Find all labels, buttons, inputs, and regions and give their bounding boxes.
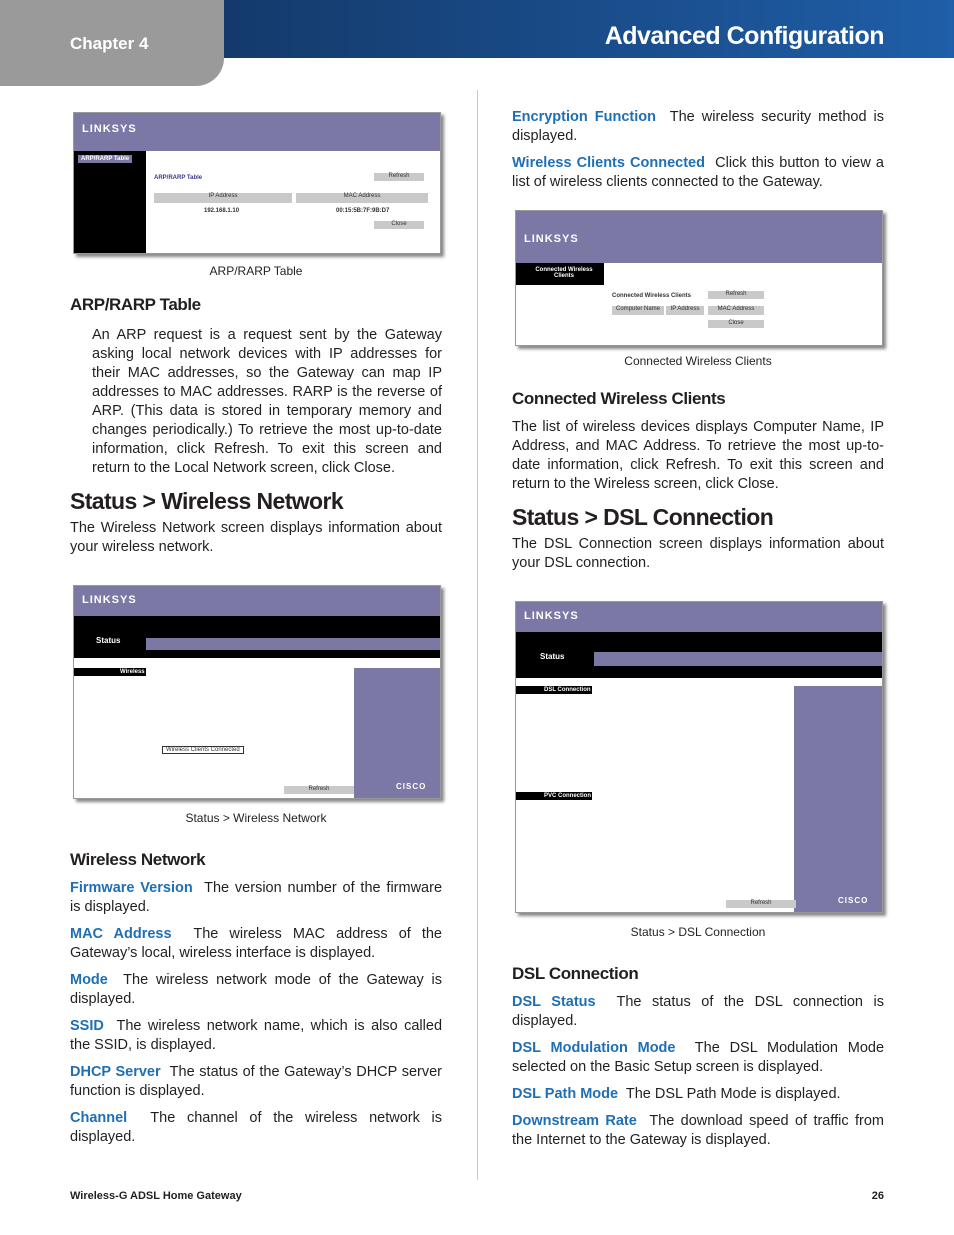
arp-screenshot — [73, 112, 441, 254]
term-mac-address — [70, 925, 442, 963]
page-title: Advanced Configuration — [604, 22, 884, 50]
term-label: Channel — [70, 1110, 128, 1126]
term-desc: The channel of the wireless network is displayed. — [70, 1110, 442, 1145]
nav-tabs — [146, 638, 440, 650]
term-wireless-clients-connected — [512, 154, 884, 192]
status-tab: Status — [96, 636, 121, 645]
term-label: Firmware Version — [70, 880, 193, 896]
left-terms — [70, 809, 442, 1155]
close-button: Close — [374, 221, 424, 229]
term-dsl-path-mode — [512, 1085, 884, 1104]
footer-product: Wireless-G ADSL Home Gateway — [70, 1190, 242, 1202]
term-desc: The status of the DSL connection is displayed. — [512, 994, 884, 1029]
term-dhcp-server — [70, 1063, 442, 1101]
wireless-network-caption: Status > Wireless Network — [185, 811, 327, 825]
wireless-clients-caption: Connected Wireless Clients — [624, 354, 772, 368]
refresh-button: Refresh — [708, 291, 764, 299]
mac-column-header: MAC Address — [296, 193, 428, 203]
term-label: DSL Modulation Mode — [512, 1040, 676, 1056]
linksys-logo: LINKSYS — [524, 610, 579, 622]
term-label: DSL Path Mode — [512, 1086, 619, 1102]
wireless-clients-text: The list of wireless devices displays Computer Name, IP Address, and MAC Address. To retrieve the most up-to-date information, click Refresh. To exit this screen and return to the Wireless screen, click Close. — [512, 419, 884, 492]
term-mode — [70, 971, 442, 1009]
wireless-network-intro: The Wireless Network screen displays information about your wireless network. — [70, 520, 442, 555]
arp-caption: ARP/RARP Table — [209, 264, 303, 278]
shot-side-label: ARP/RARP Table — [78, 155, 132, 163]
help-panel — [794, 686, 882, 912]
refresh-button: Refresh — [284, 786, 354, 794]
term-label: MAC Address — [70, 926, 172, 942]
right-terms — [512, 923, 884, 1158]
column-divider — [477, 90, 478, 1180]
wireless-clients-button: Wireless Clients Connected — [162, 746, 244, 754]
term-label: Mode — [70, 972, 108, 988]
mac-address-header: MAC Address — [708, 306, 764, 315]
linksys-logo: LINKSYS — [82, 594, 137, 606]
status-tab: Status — [540, 652, 565, 661]
section-label: Wireless — [120, 669, 145, 675]
ip-address-header: IP Address — [666, 306, 704, 315]
shot-title: ARP/RARP Table — [154, 175, 203, 181]
chapter-label: Chapter 4 — [70, 34, 149, 53]
ip-value: 192.168.1.10 — [204, 208, 240, 214]
section-label: PVC Connection — [544, 793, 592, 799]
term-dsl-status — [512, 993, 884, 1031]
term-label: Wireless Clients Connected — [512, 155, 705, 171]
help-panel — [354, 668, 440, 798]
wireless-clients-heading: Connected Wireless Clients — [512, 389, 726, 408]
mac-value: 00:15:5B:7F:9B:D7 — [336, 208, 390, 214]
ip-column-header: IP Address — [154, 193, 292, 203]
dsl-connection-screenshot — [515, 601, 883, 913]
term-label: DHCP Server — [70, 1064, 161, 1080]
dsl-connection-subheading: DSL Connection — [512, 964, 639, 983]
term-desc: The DSL Modulation Mode selected on the Basic Setup screen is displayed. — [512, 1040, 885, 1075]
nav-tabs — [594, 652, 882, 666]
arp-heading: ARP/RARP Table — [70, 295, 201, 314]
dsl-connection-caption: Status > DSL Connection — [630, 925, 766, 939]
wireless-clients-screenshot — [515, 210, 883, 346]
right-column — [512, 352, 884, 581]
term-channel — [70, 1109, 442, 1147]
term-desc: The DSL Path Mode is displayed. — [625, 1086, 841, 1102]
close-button: Close — [708, 320, 764, 328]
section-label: DSL Connection — [544, 687, 591, 693]
refresh-button: Refresh — [374, 173, 424, 181]
dsl-connection-heading: Status > DSL Connection — [512, 504, 774, 530]
computer-name-header: Computer Name — [612, 306, 664, 315]
shot-side-label: Connected Wireless Clients — [535, 267, 593, 279]
refresh-button: Refresh — [726, 900, 796, 908]
term-ssid — [70, 1017, 442, 1055]
term-label: Encryption Function — [512, 109, 656, 125]
term-desc: The wireless network name, which is also called the SSID, is displayed. — [70, 1018, 443, 1053]
shot-title: Connected Wireless Clients — [612, 293, 691, 299]
wireless-network-screenshot — [73, 585, 441, 799]
term-label: SSID — [70, 1018, 104, 1034]
term-desc: The wireless security method is displayed. — [512, 109, 885, 144]
right-terms-top — [512, 108, 884, 200]
page-number: 26 — [871, 1190, 884, 1202]
shot-topnav — [74, 616, 440, 658]
linksys-logo: LINKSYS — [524, 233, 579, 245]
term-downstream-rate — [512, 1112, 884, 1150]
term-encryption-function — [512, 108, 884, 146]
cisco-logo: CISCO — [396, 782, 427, 791]
shot-sidebar — [74, 151, 146, 253]
wireless-network-subheading: Wireless Network — [70, 850, 206, 869]
left-column — [70, 262, 442, 565]
wireless-network-heading: Status > Wireless Network — [70, 488, 344, 514]
term-desc: Click this button to view a list of wireless clients connected to the Gateway. — [512, 155, 884, 190]
dsl-connection-intro: The DSL Connection screen displays information about your DSL connection. — [512, 536, 884, 571]
term-firmware-version — [70, 879, 442, 917]
term-desc: The wireless network mode of the Gateway is displayed. — [70, 972, 443, 1007]
term-dsl-modulation-mode — [512, 1039, 884, 1077]
term-label: DSL Status — [512, 994, 596, 1010]
arp-text: An ARP request is a request sent by the Gateway asking local network devices with IP addresses for their MAC addresses, so the Gateway can map IP addresses to MAC addresses. RARP is the reverse of ARP. (This data is stored in temporary memory and changes periodically.) To retrieve the most up-to-date information, click Refresh. To exit this screen and return to the Local Network screen, click Close. — [92, 327, 442, 476]
term-desc: The status of the Gateway’s DHCP server function is displayed. — [70, 1064, 442, 1099]
term-label: Downstream Rate — [512, 1113, 637, 1129]
term-desc: The download speed of traffic from the Internet to the Gateway is displayed. — [512, 1113, 885, 1148]
linksys-logo: LINKSYS — [82, 123, 137, 135]
term-desc: The version number of the firmware is displayed. — [70, 880, 443, 915]
cisco-logo: CISCO — [838, 896, 869, 905]
term-desc: The wireless MAC address of the Gateway’s local, wireless interface is displayed. — [70, 926, 442, 961]
